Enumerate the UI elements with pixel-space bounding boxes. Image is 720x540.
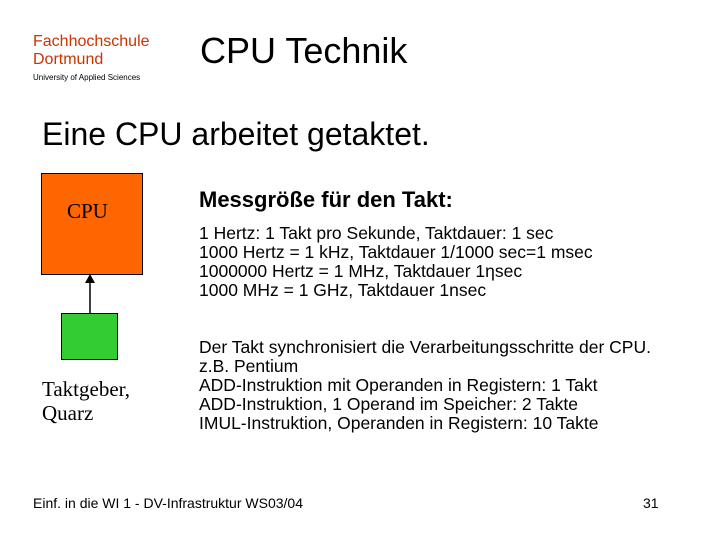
clock-generator-label (42, 377, 130, 425)
slide-title: CPU Technik (200, 30, 408, 71)
sync-line: ADD-Instruktion mit Operanden in Registern: 1 Takt (199, 375, 598, 395)
sync-line: Der Takt synchronisiert die Verarbeitungsschritte der CPU. (199, 337, 651, 357)
measure-list (199, 224, 593, 300)
measure-line: 1000 Hertz = 1 kHz, Taktdauer 1/1000 sec=1 msec (199, 242, 593, 262)
sync-line: ADD-Instruktion, 1 Operand im Speicher: 2 Takte (199, 394, 579, 414)
clock-to-cpu-arrow (82, 274, 102, 316)
institution-line-2: Dortmund (33, 51, 104, 68)
page-number: 31 (643, 495, 659, 511)
cpu-label: CPU (67, 199, 108, 223)
measure-line: 1 Hertz: 1 Takt pro Sekunde, Taktdauer: 1 sec (199, 223, 554, 243)
sync-list (199, 338, 651, 433)
sync-line: IMUL-Instruktion, Operanden in Registern: 10 Takte (199, 413, 599, 433)
measure-line: 1000000 Hertz = 1 MHz, Taktdauer 1ηsec (199, 261, 523, 281)
clock-generator-box (61, 313, 118, 360)
university-subtitle: University of Applied Sciences (33, 73, 141, 82)
slide-subtitle: Eine CPU arbeitet getaktet. (42, 116, 430, 152)
clock-label-line-1: Taktgeber, (42, 377, 131, 401)
measure-heading: Messgröße für den Takt: (199, 187, 453, 212)
clock-label-line-2: Quarz (42, 401, 94, 425)
institution-name (33, 33, 150, 69)
measure-line: 1000 MHz = 1 GHz, Taktdauer 1nsec (199, 280, 487, 300)
cpu-box (41, 173, 143, 275)
institution-line-1: Fachhochschule (33, 33, 150, 50)
footer-text: Einf. in die WI 1 - DV-Infrastruktur WS03/04 (33, 495, 303, 511)
sync-line: z.B. Pentium (199, 356, 299, 376)
